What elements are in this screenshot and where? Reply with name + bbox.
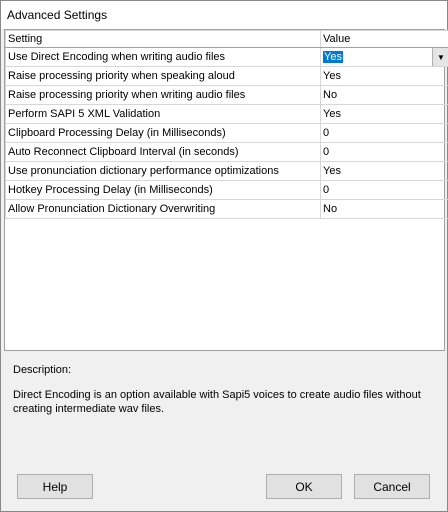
setting-value-cell[interactable]: Yes bbox=[321, 162, 448, 181]
setting-value-cell[interactable]: Yes bbox=[321, 105, 448, 124]
setting-name-cell[interactable]: Clipboard Processing Delay (in Milliseconds) bbox=[6, 124, 321, 143]
ok-button[interactable]: OK bbox=[266, 474, 342, 499]
table-row[interactable] bbox=[6, 67, 448, 86]
setting-value-cell[interactable]: 0 bbox=[321, 181, 448, 200]
table-row[interactable] bbox=[6, 143, 448, 162]
cancel-button[interactable]: Cancel bbox=[354, 474, 430, 499]
setting-name-cell[interactable]: Raise processing priority when speaking aloud bbox=[6, 67, 321, 86]
chevron-down-icon[interactable]: ▼ bbox=[432, 48, 448, 66]
table-row[interactable] bbox=[6, 162, 448, 181]
setting-value-cell[interactable]: Yes bbox=[321, 67, 448, 86]
setting-value-cell[interactable]: 0 bbox=[321, 124, 448, 143]
setting-value-cell[interactable]: No bbox=[321, 86, 448, 105]
setting-name-cell[interactable]: Hotkey Processing Delay (in Milliseconds) bbox=[6, 181, 321, 200]
setting-value-cell[interactable]: 0 bbox=[321, 143, 448, 162]
selected-value[interactable]: Yes bbox=[324, 51, 342, 63]
settings-grid bbox=[4, 29, 445, 351]
table-row[interactable] bbox=[6, 181, 448, 200]
setting-name-cell[interactable]: Allow Pronunciation Dictionary Overwriting bbox=[6, 200, 321, 219]
setting-name-cell[interactable]: Auto Reconnect Clipboard Interval (in seconds) bbox=[6, 143, 321, 162]
help-button[interactable]: Help bbox=[17, 474, 93, 499]
table-header-row bbox=[6, 31, 448, 48]
setting-value-cell[interactable]: No bbox=[321, 200, 448, 219]
setting-name-cell[interactable]: Perform SAPI 5 XML Validation bbox=[6, 105, 321, 124]
description-text: Direct Encoding is an option available with Sapi5 voices to create audio files without creating intermediate wav files. bbox=[13, 389, 421, 415]
title-bar bbox=[1, 1, 447, 29]
setting-name-cell[interactable]: Use pronunciation dictionary performance optimizations bbox=[6, 162, 321, 181]
window-title: Advanced Settings bbox=[7, 8, 108, 22]
table-row[interactable] bbox=[6, 86, 448, 105]
value-dropdown[interactable] bbox=[321, 48, 448, 67]
table-row[interactable] bbox=[6, 124, 448, 143]
table-row[interactable] bbox=[6, 105, 448, 124]
column-header-setting[interactable]: Setting bbox=[6, 31, 321, 48]
table-row[interactable] bbox=[6, 200, 448, 219]
column-header-value[interactable]: Value bbox=[321, 31, 448, 48]
table-row[interactable] bbox=[6, 48, 448, 67]
setting-name-cell[interactable]: Raise processing priority when writing audio files bbox=[6, 86, 321, 105]
description-panel bbox=[1, 352, 447, 462]
settings-table bbox=[5, 30, 448, 219]
setting-name-cell[interactable]: Use Direct Encoding when writing audio files bbox=[6, 48, 321, 67]
description-label: Description: bbox=[13, 364, 72, 376]
